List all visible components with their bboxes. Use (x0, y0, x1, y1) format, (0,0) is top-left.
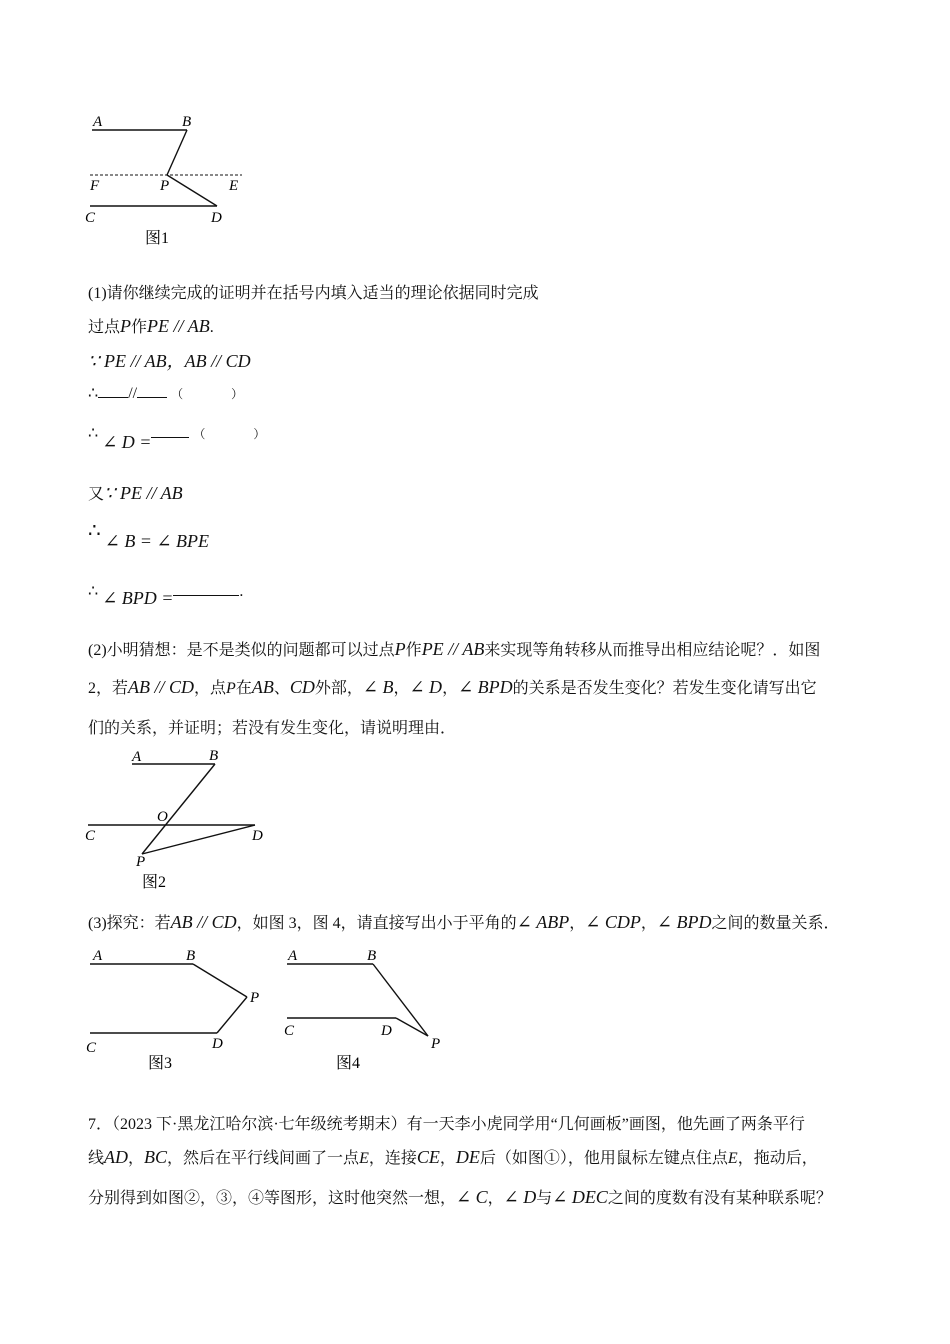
label-A: A (93, 948, 103, 964)
figure-4 (280, 940, 460, 1075)
label-C: C (284, 1023, 295, 1039)
label-A: A (93, 114, 103, 130)
label-O: O (157, 809, 168, 825)
part3-line: (3)探究：若AB // CD，如图 3，图 4，请直接写出小于平角的∠ ABP，∠ CDP，∠ BPD之间的数量关系． (88, 912, 840, 932)
q7-line2: 线AD，BC，然后在平行线间画了一点E，连接CE，DE后（如图①），他用鼠标左键点住点E，拖动后， (88, 1147, 818, 1167)
figure-1-diagram (80, 108, 260, 253)
figure-2 (80, 742, 280, 894)
part1-line7: ∴ ∠ BPD = . (88, 583, 244, 608)
figure-1 (80, 108, 260, 253)
label-D: D (252, 828, 263, 844)
figure-2-diagram (80, 742, 280, 894)
label-P: P (136, 854, 146, 870)
label-C: C (85, 210, 96, 226)
label-B: B (367, 948, 377, 964)
label-E: E (229, 178, 239, 194)
figure-4-diagram (280, 940, 460, 1075)
q7-line1: 7．（2023 下·黑龙江哈尔滨·七年级统考期末）有一天李小虎同学用“几何画板”画图，他先画了两条平行 (88, 1116, 805, 1133)
figure-3 (80, 940, 270, 1075)
label-B: B (209, 748, 219, 764)
part1-line3: ∴ // （ ） (88, 385, 244, 402)
part1-instruction: (1)请你继续完成的证明并在括号内填入适当的理论依据同时完成 (88, 285, 539, 302)
part2-line3: 们的关系，并证明；若没有发生变化，请说明理由． (88, 720, 457, 737)
part1-line5: 又∵ PE // AB (88, 483, 183, 503)
figure-4-caption: 图4 (336, 1055, 361, 1072)
part1-line4: ∴ ∠ D = （ ） (88, 425, 266, 452)
part1-line6: ∴ ∠ B = ∠ BPE (88, 520, 210, 551)
q7-line3: 分别得到如图②，③，④等图形，这时他突然一想，∠ C，∠ D与∠ DEC之间的度数有没有某种联系呢？ (88, 1187, 832, 1207)
part1-line2: ∵ PE // AB，AB // CD (88, 351, 251, 371)
label-C: C (85, 828, 96, 844)
figure-3-diagram (80, 940, 270, 1075)
label-D: D (381, 1023, 392, 1039)
label-A: A (288, 948, 298, 964)
label-B: B (182, 114, 192, 130)
figure-1-caption: 图1 (145, 230, 170, 247)
figure-3-caption: 图3 (148, 1055, 173, 1072)
label-D: D (211, 210, 222, 226)
label-F: F (90, 178, 100, 194)
part2-line1: (2)小明猜想：是不是类似的问题都可以过点P作PE // AB来实现等角转移从而推导出相应结论呢？．如图 (88, 639, 821, 659)
label-C: C (86, 1040, 97, 1056)
label-B: B (186, 948, 196, 964)
label-P: P (250, 990, 260, 1006)
part2-line2: 2，若AB // CD，点P在AB、CD外部，∠ B，∠ D，∠ BPD的关系是否发生变化？若发生变化请写出它 (88, 677, 817, 697)
label-P: P (431, 1036, 441, 1052)
part1-line1: 过点P作PE // AB. (88, 316, 214, 336)
label-P: P (160, 178, 170, 194)
label-D: D (212, 1036, 223, 1052)
label-A: A (132, 749, 142, 765)
figure-2-caption: 图2 (142, 874, 167, 891)
